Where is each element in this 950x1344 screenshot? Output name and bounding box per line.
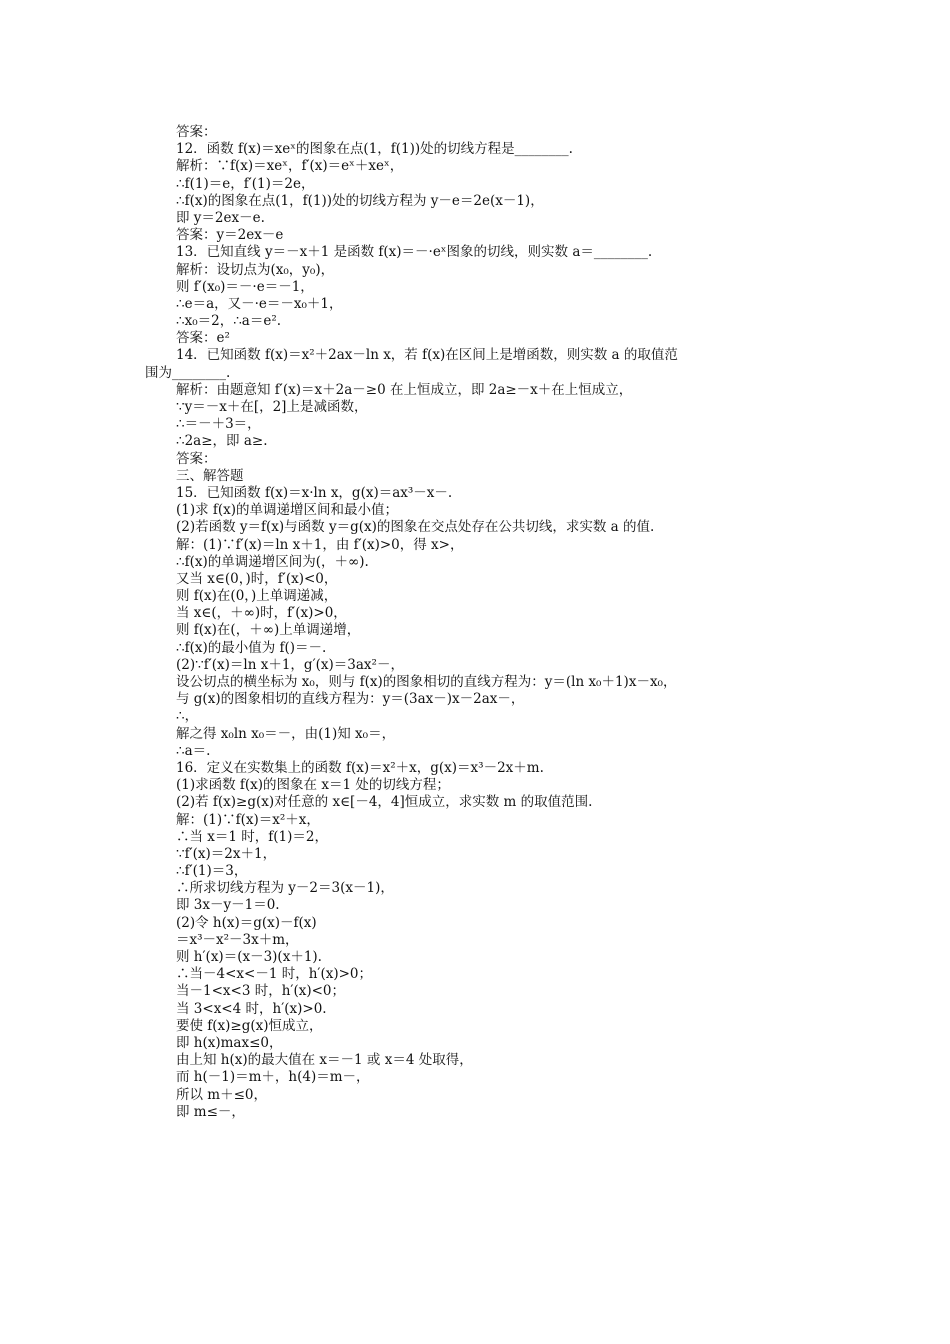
text-line: 解析：设切点为(x₀，y₀)， — [176, 261, 335, 278]
text-line: ∴， — [176, 708, 199, 725]
text-line: 要使 f(x)≥g(x)恒成立， — [176, 1017, 323, 1034]
text-line: 答案： — [176, 124, 217, 140]
text-line: 答案：e² — [176, 330, 230, 347]
text-line: ∴x₀＝2，∴a＝e². — [176, 313, 282, 330]
text-line: 12．函数 f(x)＝xeˣ的图象在点(1，f(1))处的切线方程是________. — [176, 141, 573, 158]
text-line: 与 g(x)的图象相切的直线方程为：y＝(3ax－)x－2ax－， — [176, 691, 525, 708]
text-line: 围为________. — [145, 364, 231, 381]
text-line: 即 m≤－， — [176, 1103, 245, 1120]
text-line: 又当 x∈(0，)时，f′(x)<0， — [176, 570, 338, 587]
text-line: ∴e＝a，又－·e＝－x₀＋1， — [176, 295, 343, 312]
text-line: ∴f(x)的图象在点(1，f(1))处的切线方程为 y－e＝2e(x－1)， — [176, 192, 544, 209]
text-line: 解：(1)∵f′(x)＝ln x＋1，由 f′(x)>0，得 x>， — [176, 536, 464, 553]
text-line: ∴2a≥，即 a≥. — [176, 433, 268, 450]
text-line: 答案： — [176, 450, 217, 467]
text-line: 解析：∵f(x)＝xeˣ，f′(x)＝eˣ＋xeˣ， — [176, 158, 404, 175]
text-line: 14．已知函数 f(x)＝x²＋2ax－ln x，若 f(x)在区间上是增函数，则实数 a 的取值范 — [176, 347, 678, 364]
text-line: ∴f′(1)＝3， — [176, 863, 248, 880]
text-line: (1)求 f(x)的单调递增区间和最小值； — [176, 502, 399, 519]
text-line: (1)求函数 f(x)的图象在 x＝1 处的切线方程； — [176, 777, 450, 794]
text-line: (2)令 h(x)＝g(x)－f(x) — [176, 914, 317, 931]
text-line: 所以 m＋≤0， — [176, 1086, 267, 1103]
text-line: 16．定义在实数集上的函数 f(x)＝x²＋x，g(x)＝x³－2x＋m. — [176, 759, 544, 776]
text-line: 则 f(x)在(0，)上单调递减， — [176, 588, 338, 605]
text-line: ∴所求切线方程为 y－2＝3(x－1)， — [176, 880, 394, 897]
text-line: 而 h(－1)＝m＋，h(4)＝m－， — [176, 1069, 370, 1086]
text-line: 设公切点的横坐标为 x₀，则与 f(x)的图象相切的直线方程为：y＝(ln x₀＋1)x－x₀， — [176, 674, 677, 690]
text-line: 即 h(x)max≤0， — [176, 1034, 283, 1051]
text-line: 解之得 x₀ln x₀＝－，由(1)知 x₀＝， — [176, 725, 396, 742]
text-line: (2)若 f(x)≥g(x)对任意的 x∈[－4，4]恒成立，求实数 m 的取值范围. — [176, 794, 593, 811]
text-line: 三、解答题 — [176, 467, 244, 484]
text-line: ∴f(x)的最小值为 f()＝－. — [176, 639, 327, 656]
text-line: ∵f′(x)＝2x＋1， — [176, 845, 277, 862]
text-line: ∴a＝. — [176, 742, 211, 759]
text-line: 答案：y＝2ex－e — [176, 227, 284, 244]
document-body — [145, 124, 816, 1121]
text-line: 由上知 h(x)的最大值在 x＝－1 或 x＝4 处取得， — [176, 1052, 473, 1069]
text-line: ∴当－4<x<－1 时，h′(x)>0； — [176, 966, 373, 983]
text-line: ∴f(x)的单调递增区间为(，＋∞). — [176, 553, 369, 570]
text-line: ∵y＝－x＋在[，2]上是减函数， — [176, 399, 368, 415]
text-line: 即 3x－y－1＝0. — [176, 897, 280, 914]
text-line: (2)∵f′(x)＝ln x＋1，g′(x)＝3ax²－， — [176, 656, 404, 673]
text-line: ＝x³－x²－3x＋m， — [176, 931, 299, 948]
text-line: 则 f′(x₀)＝－·e＝－1， — [176, 278, 314, 295]
text-line: 当 x∈(，＋∞)时，f′(x)>0， — [176, 605, 347, 622]
text-line: 当－1<x<3 时，h′(x)<0； — [176, 983, 346, 1000]
text-line: 则 h′(x)＝(x－3)(x＋1). — [176, 949, 322, 965]
text-line: ∴f(1)＝e，f′(1)＝2e， — [176, 175, 315, 192]
text-line: 则 f(x)在(，＋∞)上单调递增， — [176, 622, 361, 639]
text-line: 13．已知直线 y＝－x＋1 是函数 f(x)＝－·eˣ图象的切线，则实数 a＝________. — [176, 244, 653, 261]
text-line: 解析：由题意知 f′(x)＝x＋2a－≥0 在上恒成立，即 2a≥－x＋在上恒成立， — [176, 381, 633, 398]
text-line: (2)若函数 y＝f(x)与函数 y＝g(x)的图象在交点处存在公共切线，求实数 a 的值. — [176, 519, 655, 536]
text-line: 当 3<x<4 时，h′(x)>0. — [176, 1000, 327, 1017]
text-line: 15．已知函数 f(x)＝x·ln x，g(x)＝ax³－x－. — [176, 484, 453, 501]
text-line: ∴＝－＋3＝， — [176, 416, 261, 433]
text-line: 解：(1)∵f(x)＝x²＋x， — [176, 811, 320, 828]
text-line: 即 y＝2ex－e. — [176, 209, 265, 226]
text-line: ∴当 x＝1 时，f(1)＝2， — [176, 828, 328, 845]
